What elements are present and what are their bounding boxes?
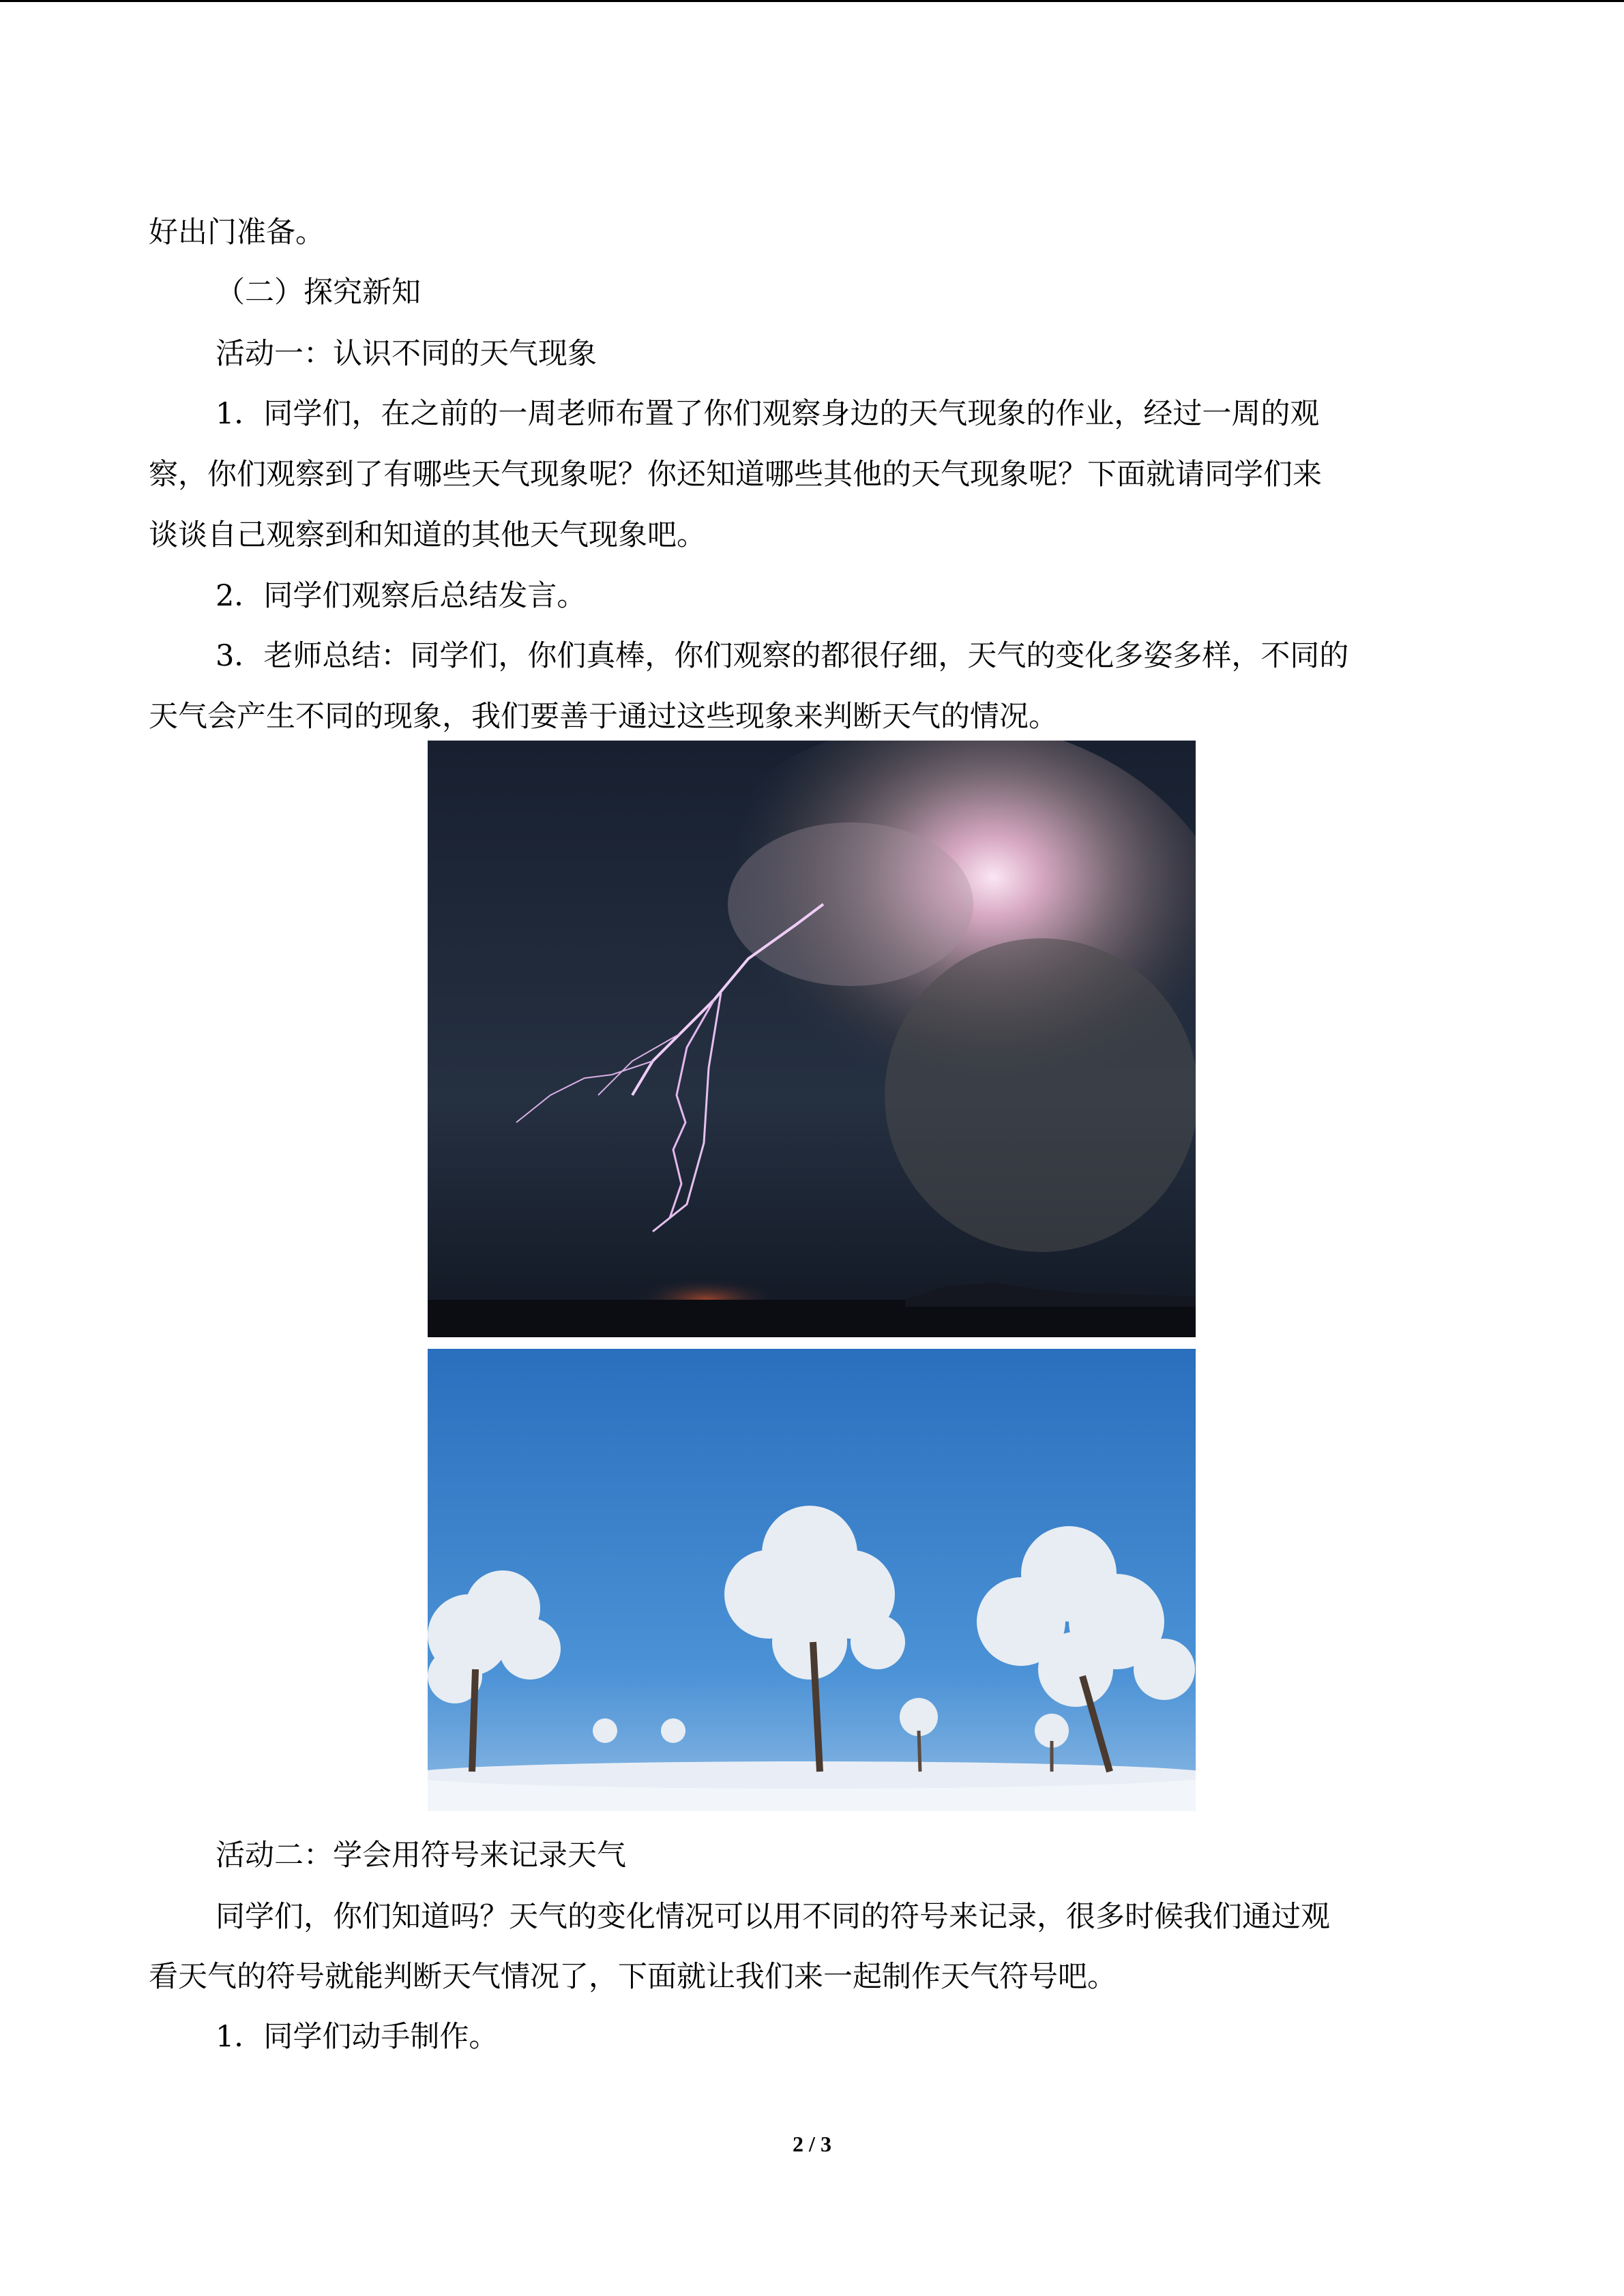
frosted-trees-photo	[428, 1349, 1196, 1811]
activity-heading: 活动一：认识不同的天气现象	[216, 337, 597, 371]
paragraph-line: 好出门准备。	[149, 215, 325, 250]
activity-heading: 活动二：学会用符号来记录天气	[216, 1838, 626, 1873]
paragraph-line: 看天气的符号就能判断天气情况了，下面就让我们来一起制作天气符号吧。	[149, 1960, 1117, 1994]
paragraph-line: 2．同学们观察后总结发言。	[216, 579, 587, 613]
top-border	[0, 0, 1624, 2]
paragraph-line: 1．同学们，在之前的一周老师布置了你们观察身边的天气现象的作业，经过一周的观	[216, 397, 1320, 431]
paragraph-line: 谈谈自己观察到和知道的其他天气现象吧。	[149, 518, 706, 552]
section-heading: （二）探究新知	[216, 275, 421, 310]
lightning-storm-photo	[428, 741, 1196, 1337]
paragraph-line: 同学们，你们知道吗？天气的变化情况可以用不同的符号来记录，很多时候我们通过观	[216, 1900, 1330, 1934]
page-number: 2 / 3	[793, 2132, 831, 2156]
paragraph-line: 3．老师总结：同学们，你们真棒，你们观察的都很仔细，天气的变化多姿多样，不同的	[216, 639, 1349, 673]
paragraph-line: 察，你们观察到了有哪些天气现象呢？你还知道哪些其他的天气现象呢？下面就请同学们来	[149, 458, 1322, 492]
paragraph-line: 天气会产生不同的现象，我们要善于通过这些现象来判断天气的情况。	[149, 700, 1058, 734]
paragraph-line: 1．同学们动手制作。	[216, 2020, 499, 2054]
